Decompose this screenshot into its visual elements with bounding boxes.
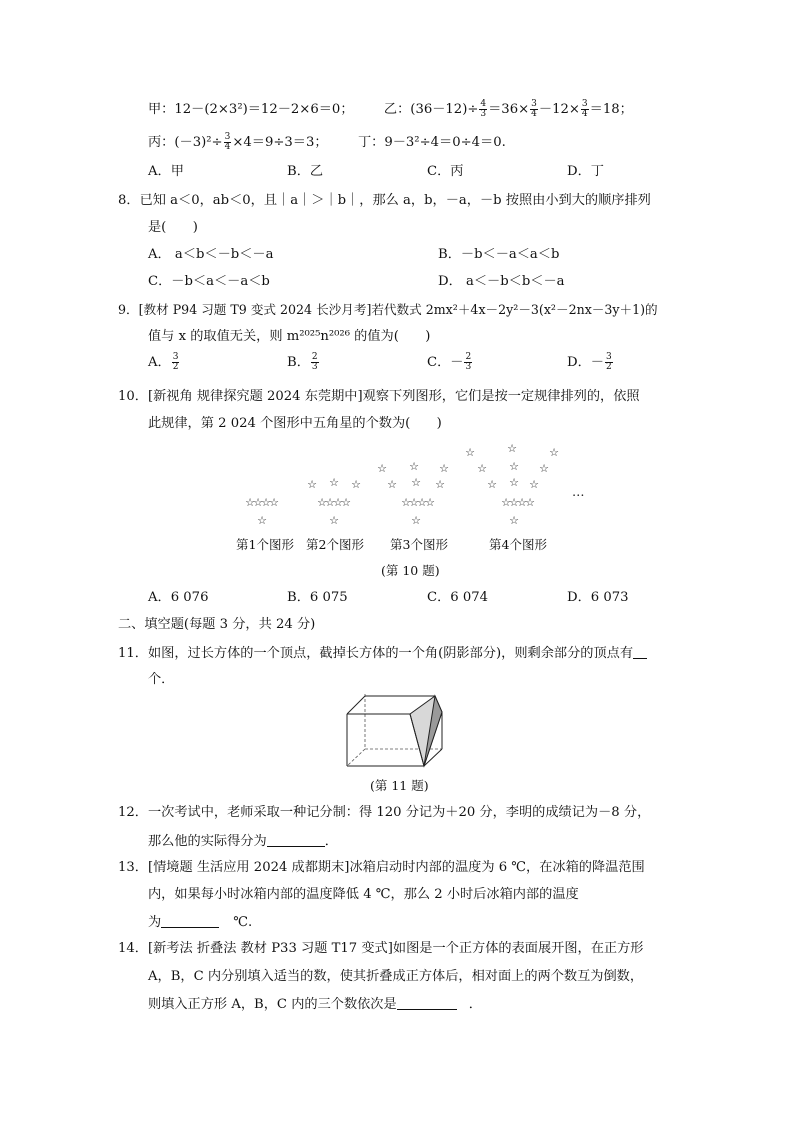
q9-option-b: B． $\frac{2}{3}$ [287,352,318,372]
q9-stem-line1: 9．[教材 P94 习题 T9 变式 2024 长沙月考]若代数式 2mx²＋4x－2y²－3(x²－2nx－3y＋1)的 [118,302,658,317]
star-icon-fig3: ☆ [417,496,427,509]
q7-option-d: D．丁 [567,164,604,179]
q7-option-b: B．乙 [287,164,324,179]
star-icon-fig4: ☆ [501,496,511,509]
q8-option-b: B．－b＜－a＜a＜b [438,247,560,262]
star-icon-fig3: ☆ [425,496,435,509]
star-icon-fig1: ☆ [269,496,279,509]
q7-option-c: C．丙 [427,164,464,179]
star-icon-fig4: ☆ [517,496,527,509]
star-icon-fig3: ☆ [401,496,411,509]
q14-answer-blank[interactable] [397,995,457,1010]
q8-stem-line1: 8．已知 a＜0，ab＜0，且｜a｜＞｜b｜，那么 a，b，－a，－b 按照由小到大的顺序排列 [118,193,651,208]
q7-bing: 丙：(－3)²÷ $\frac{3}{4}$ ×4＝9÷3＝3； [148,132,328,152]
star-icon-fig4: ☆ [509,476,519,489]
q7-option-a: A．甲 [148,164,184,179]
q7-line2 [148,133,506,152]
fig-label-3: 第3个图形 [390,537,448,552]
q11-stem-line2: 个． [148,672,175,687]
fig-label-4: 第4个图形 [489,537,547,552]
q13-answer-blank[interactable] [161,913,219,928]
star-icon-fig4: ☆ [507,442,517,455]
q13-stem-line1: 13．[情境题 生活应用 2024 成都期末]冰箱启动时内部的温度为 6 ℃，在冰箱的降温范围 [118,860,645,875]
q10-option-b: B．6 075 [287,590,348,605]
star-icon-fig4: ☆ [509,460,519,473]
star-icon-fig4: ☆ [549,446,559,459]
star-icon-fig3: ☆ [411,514,421,527]
star-icon-fig2: ☆ [317,496,327,509]
cuboid-cut-corner-figure [340,694,460,774]
q9-option-a: A． $\frac{3}{2}$ [148,352,179,372]
q8-option-c: C．－b＜a＜－a＜b [148,274,270,289]
star-icon-fig2: ☆ [329,514,339,527]
star-icon-fig3: ☆ [439,462,449,475]
q14-stem-line2: A，B，C 内分别填入适当的数，使其折叠成正方体后，相对面上的两个数互为倒数， [148,969,644,984]
q10-stem-line1: 10．[新视角 规律探究题 2024 东莞期中]观察下列图形，它们是按一定规律排列的，依照 [118,389,640,404]
fig-label-2: 第2个图形 [306,537,364,552]
q10-option-c: C．6 074 [427,590,489,605]
star-icon-fig2: ☆ [325,496,335,509]
q11-stem-line1: 11．如图，过长方体的一个顶点，截掉长方体的一个角(阴影部分)，则剩余部分的顶点有 [118,644,647,663]
star-icon-fig1: ☆ [257,514,267,527]
q10-option-a: A．6 076 [148,590,209,605]
star-icon-fig4: ☆ [465,446,475,459]
q8-stem-line2: 是( ) [148,220,198,235]
star-icon-fig1: ☆ [261,496,271,509]
star-icon-fig3: ☆ [435,478,445,491]
q14-stem-line3: 则填入正方形 A，B，C 内的三个数依次是 ． [148,997,482,1012]
star-icon-fig4: ☆ [529,478,539,491]
q7-jia: 甲：12－(2×3²)＝12－2×6＝0； [148,102,354,117]
q13-stem-line3: 为 ℃. [148,915,253,930]
fig-label-1: 第1个图形 [236,537,294,552]
star-icon-fig3: ☆ [409,460,419,473]
q10-option-d: D．6 073 [567,590,629,605]
star-icon-fig1: ☆ [253,496,263,509]
star-icon-fig2: ☆ [329,476,339,489]
star-icon-fig2: ☆ [351,478,361,491]
q9-option-c: C．－ $\frac{2}{3}$ [427,352,472,372]
star-icon-fig4: ☆ [525,496,535,509]
q10-stem-line2: 此规律，第 2 024 个图形中五角星的个数为( ) [148,416,442,431]
section-title-fill-blank: 二、填空题(每题 3 分，共 24 分) [118,617,316,632]
q10-figure-caption: (第 10 题) [381,563,440,578]
q7-yi: 乙：(36－12)÷ $\frac{4}{3}$ ＝36× $\frac{3}{4}$ －12× $\frac{3}{4}$ ＝18； [383,99,633,119]
star-icon-fig2: ☆ [341,496,351,509]
star-icon-fig4: ☆ [477,462,487,475]
q8-option-a: A． a＜b＜－b＜－a [148,247,274,262]
star-icon-fig1: ☆ [245,496,255,509]
q8-option-d: D． a＜－b＜b＜－a [438,274,565,289]
star-icon-fig2: ☆ [333,496,343,509]
q12-answer-blank[interactable] [267,832,325,847]
fig-ellipsis: … [572,484,585,499]
q13-stem-line2: 内，如果每小时冰箱内部的温度降低 4 ℃，那么 2 小时后冰箱内部的温度 [148,887,579,902]
q12-stem-line1: 12．一次考试中，老师采取一种记分制：得 120 分记为＋20 分，李明的成绩记为－8 分， [118,805,651,820]
q7-line1 [148,100,633,119]
star-icon-fig3: ☆ [411,476,421,489]
star-icon-fig4: ☆ [487,478,497,491]
star-icon-fig3: ☆ [409,496,419,509]
star-icon-fig2: ☆ [307,478,317,491]
star-icon-fig4: ☆ [509,514,519,527]
q9-option-d: D．－ $\frac{3}{2}$ [567,352,612,372]
q7-ding: 丁：9－3²÷4＝0÷4＝0. [357,135,506,150]
star-icon-fig3: ☆ [387,478,397,491]
q11-answer-blank[interactable] [633,644,647,659]
q14-stem-line1: 14．[新考法 折叠法 教材 P33 习题 T17 变式]如图是一个正方体的表面展开图，在正方形 [118,941,644,956]
q11-figure-caption: (第 11 题) [370,778,429,793]
star-icon-fig3: ☆ [377,462,387,475]
star-icon-fig4: ☆ [509,496,519,509]
q12-stem-line2: 那么他的实际得分为 ． [148,834,338,849]
q9-stem-line2: 值与 x 的取值无关，则 m²⁰²⁵n²⁰²⁶ 的值为( ) [148,329,431,344]
star-icon-fig4: ☆ [539,462,549,475]
